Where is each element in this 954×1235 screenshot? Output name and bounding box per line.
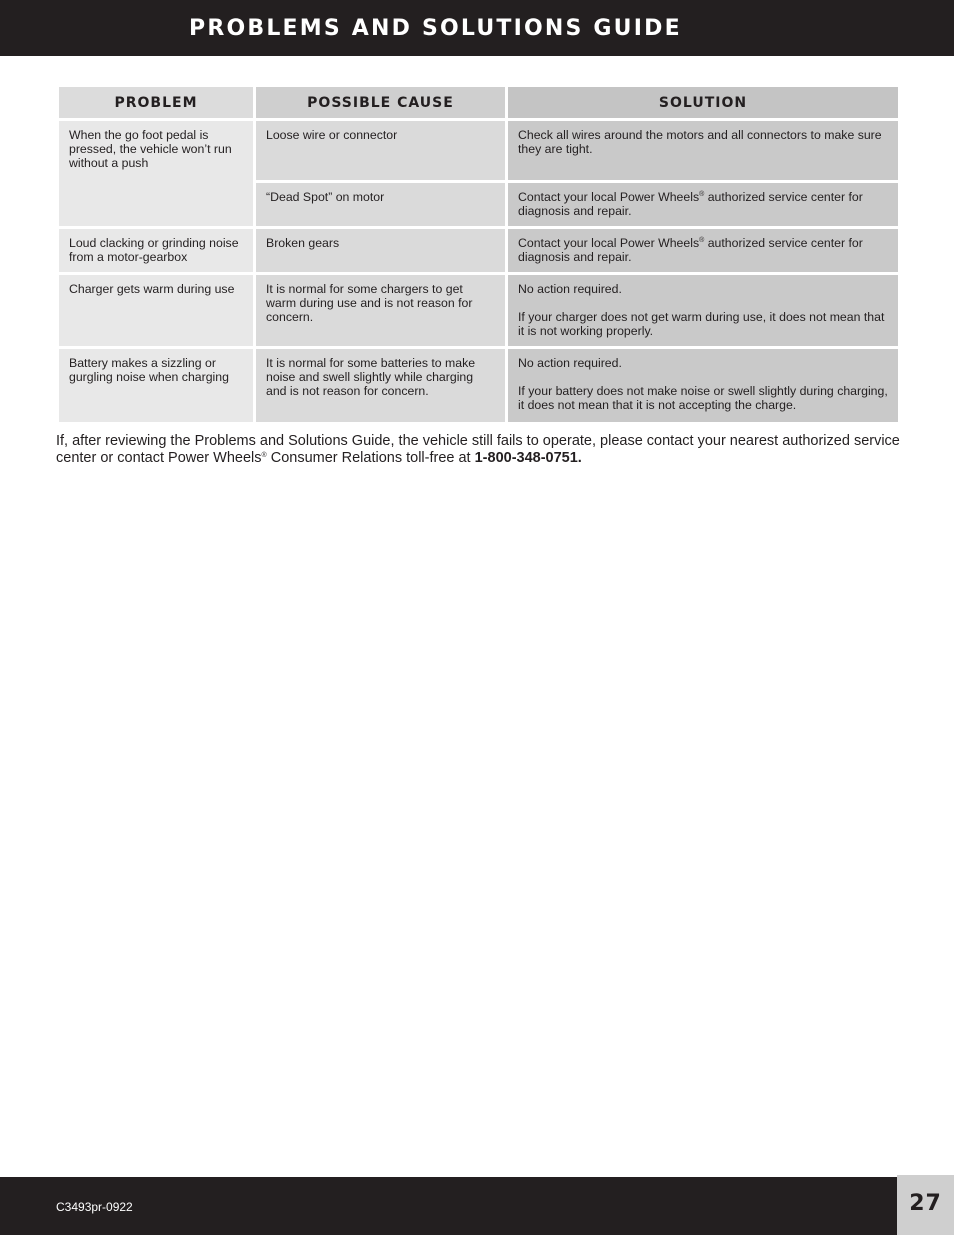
registered-mark: ® [699,191,705,198]
document-code: C3493pr-0922 [56,1200,133,1214]
table-row [59,229,898,272]
solution-cell [508,275,898,346]
column-header-solution: SOLUTION [508,87,898,118]
cause-cell: Loose wire or connector [256,121,505,180]
page-number-tab [897,1175,954,1235]
cause-cell: It is normal for some chargers to get warm during use and is not reason for concern. [256,275,505,346]
page-number: 27 [909,1191,942,1216]
page-title: PROBLEMS AND SOLUTIONS GUIDE [189,16,682,41]
table-row [59,121,898,180]
problem-cell: Loud clacking or grinding noise from a motor-gearbox [59,229,253,272]
table-row [59,275,898,346]
solution-text: No action required. [518,356,622,370]
registered-mark: ® [261,452,267,459]
footer-bar [0,1177,897,1235]
registered-mark: ® [699,237,705,244]
solution-cell [508,229,898,272]
problem-cell: Battery makes a sizzling or gurgling noise when charging [59,349,253,422]
solution-text-continued: authorized service center for diagnosis and repair. [518,236,863,264]
solution-cell [508,121,898,180]
column-header-problem: PROBLEM [59,87,253,118]
note-text-continued: Consumer Relations toll-free at [266,450,475,466]
problems-solutions-table [56,84,901,425]
solution-text: If your battery does not make noise or swell slightly during charging, it does not mean that it is not accepting the charge. [518,384,888,412]
solution-text: If your charger does not get warm during use, it does not mean that it is not working properly. [518,310,885,338]
cause-cell: Broken gears [256,229,505,272]
problem-cell: Charger gets warm during use [59,275,253,346]
note-text: If, after reviewing the Problems and Solutions Guide, the vehicle still fails to operate, please contact your nearest authorized service center or contact Power Wheels [56,433,900,466]
solution-text: Contact your local Power Wheels [518,190,700,204]
solution-text: Check all wires around the motors and all connectors to make sure they are tight. [518,128,882,156]
problem-cell: When the go foot pedal is pressed, the vehicle won’t run without a push [59,121,253,226]
solution-cell [508,349,898,422]
phone-number: 1-800-348-0751. [474,450,582,466]
column-header-cause: POSSIBLE CAUSE [256,87,505,118]
header-bar [0,0,954,56]
table-header-row [59,87,898,118]
cause-cell: It is normal for some batteries to make noise and swell slightly while charging and is not reason for concern. [256,349,505,422]
solution-cell [508,183,898,226]
table-row [59,349,898,422]
solution-text-continued: authorized service center for diagnosis and repair. [518,190,863,218]
contact-note [56,433,901,467]
solution-text: No action required. [518,282,622,296]
cause-cell: “Dead Spot” on motor [256,183,505,226]
solution-text: Contact your local Power Wheels [518,236,700,250]
